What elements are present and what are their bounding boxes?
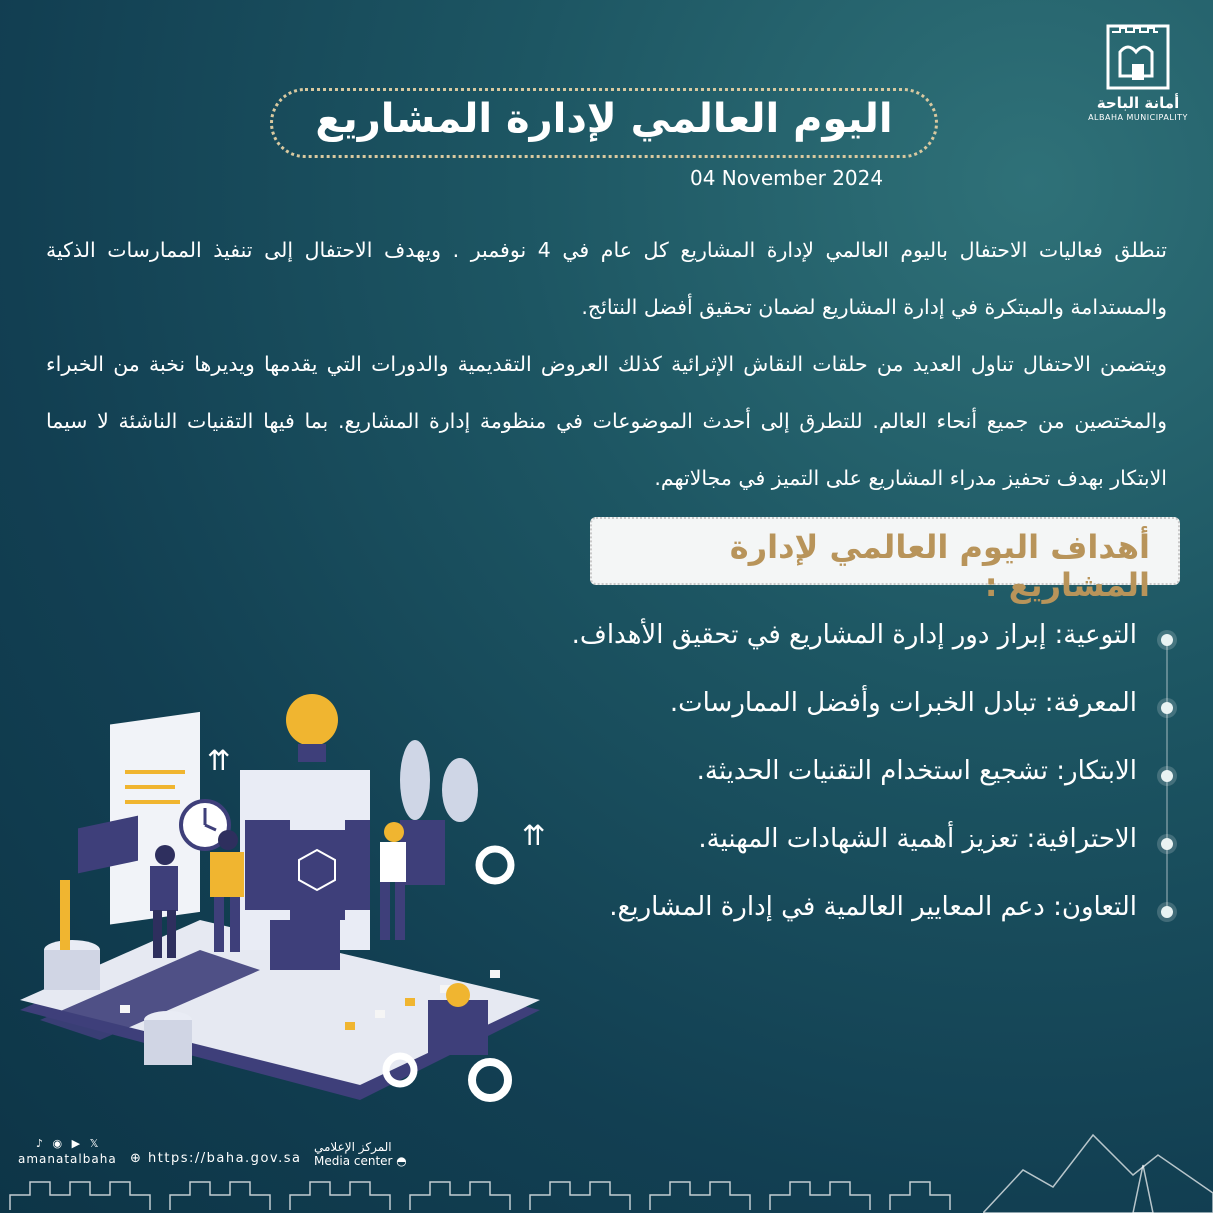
user-icon: ◓	[396, 1154, 407, 1168]
media-center-english: Media center	[314, 1154, 393, 1168]
media-center-arabic: المركز الإعلامي	[314, 1140, 392, 1154]
website-url[interactable]: https://baha.gov.sa	[148, 1151, 302, 1166]
goal-text: المعرفة: تبادل الخبرات وأفضل الممارسات.	[669, 688, 1137, 718]
bullet-dot-icon	[1161, 634, 1173, 646]
social-block	[18, 1136, 117, 1166]
castle-logo-icon	[1098, 22, 1178, 92]
page-title: اليوم العالمي لإدارة المشاريع	[315, 96, 893, 142]
light-bulb-icon	[286, 694, 338, 746]
smiley-icon	[446, 983, 470, 1007]
gear-icon	[479, 849, 511, 881]
goals-title: أهداف اليوم العالمي لإدارة المشاريع :	[729, 528, 1150, 604]
goal-text: الاحترافية: تعزيز أهمية الشهادات المهنية.	[698, 824, 1137, 854]
logo-name-arabic: أمانة الباحة	[1096, 94, 1180, 112]
pencil-icon	[60, 880, 70, 950]
intro-text	[46, 222, 1167, 507]
media-center	[314, 1140, 407, 1168]
gear-icon	[472, 1062, 508, 1098]
bullet-dot-icon	[1161, 702, 1173, 714]
goal-text: التوعية: إبراز دور إدارة المشاريع في تحقيق الأهداف.	[571, 620, 1137, 650]
intro-paragraph-1: تنطلق فعاليات الاحتفال باليوم العالمي لإدارة المشاريع كل عام في 4 نوفمبر . ويهدف الاحتفال إلى تنفيذ الممارسات الذكية والمستدامة والمبتكرة في إدارة المشاريع لضمان تحقيق أفضل النتائج.	[46, 238, 1167, 319]
intro-paragraph-2: ويتضمن الاحتفال تناول العديد من حلقات النقاش الإثرائية كذلك العروض التقديمية والدورات التي يقدمها ويديرها نخبة من الخبراء والمختصين من جميع أنحاء العالم. للتطرق إلى أحدث الموضوعات في منظومة إدارة المشاريع. بما فيها التقنيات الناشئة لا سيما الابتكار بهدف تحفيز مدراء المشاريع على التميز في مجالاتهم.	[46, 352, 1167, 490]
social-icons[interactable]: ♪ ◉ ▶ 𝕏	[36, 1137, 102, 1150]
bullet-dot-icon	[1161, 838, 1173, 850]
globe-icon: ⊕	[130, 1151, 149, 1166]
bullet-dot-icon	[1161, 770, 1173, 782]
svg-text:⇈: ⇈	[522, 819, 546, 852]
website-link[interactable]	[130, 1151, 301, 1166]
municipality-logo	[1083, 22, 1193, 122]
goal-item-awareness	[453, 614, 1173, 682]
social-handle[interactable]: amanatalbaha	[18, 1152, 117, 1166]
goal-text: الابتكار: تشجيع استخدام التقنيات الحديثة.	[696, 756, 1137, 786]
logo-name-english: ALBAHA MUNICIPALITY	[1088, 113, 1188, 122]
bullet-dot-icon	[1161, 906, 1173, 918]
event-date: 04 November 2024	[690, 166, 884, 190]
decorative-border	[0, 1170, 1213, 1213]
svg-text:⇈: ⇈	[207, 744, 231, 777]
project-management-illustration	[0, 680, 580, 1120]
goal-text: التعاون: دعم المعايير العالمية في إدارة المشاريع.	[609, 892, 1137, 922]
